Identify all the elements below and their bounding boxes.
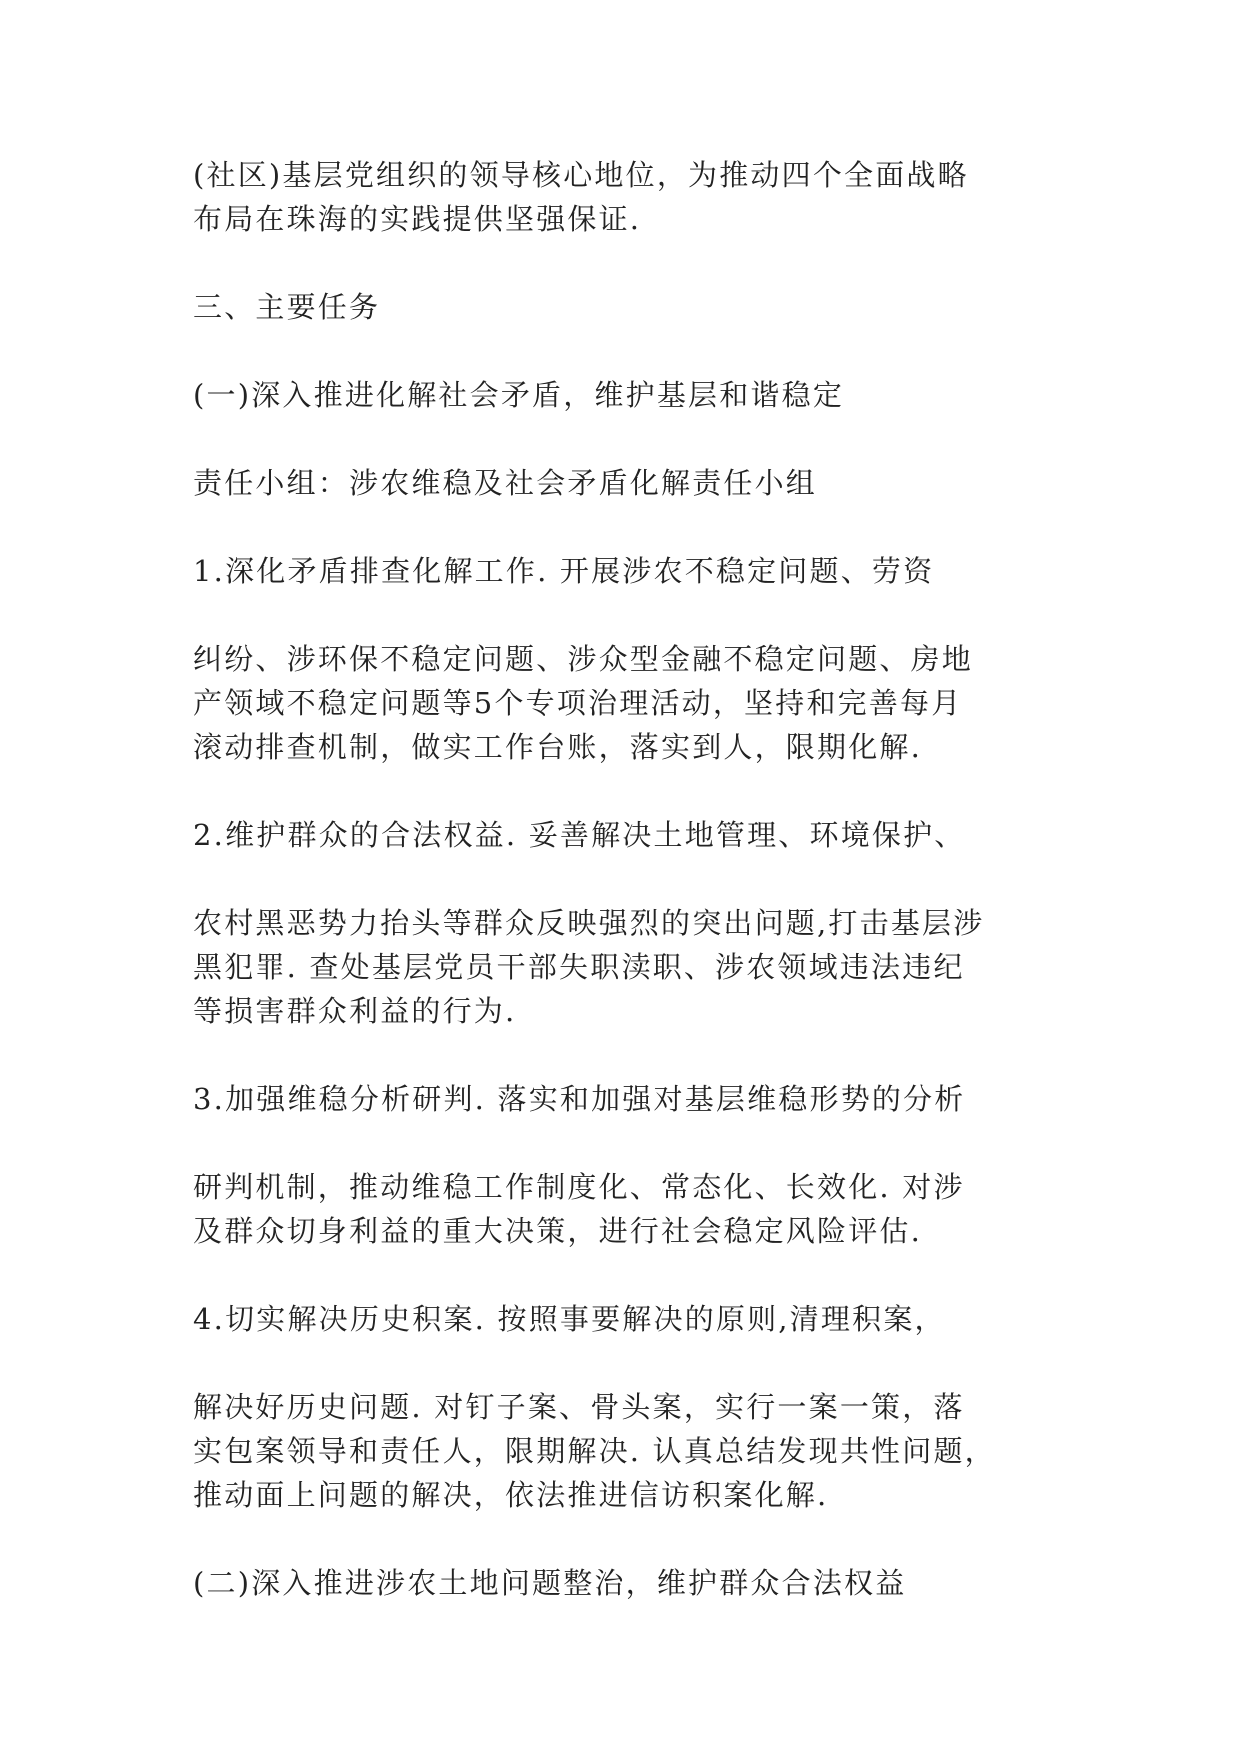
item-2-heading: 2.维护群众的合法权益. 妥善解决土地管理、环境保护、 [193,818,966,852]
item-1-text-1: 纠纷、涉环保不稳定问题、涉众型金融不稳定问题、房地 [193,642,974,676]
item-2-text-2: 黑犯罪. 查处基层党员干部失职渎职、涉农领域违法违纪 [193,950,965,984]
item-1-heading: 1.深化矛盾排查化解工作. 开展涉农不稳定问题、劳资 [193,554,935,588]
item-1-text-3: 滚动排查机制，做实工作台账，落实到人，限期化解. [193,730,923,764]
item-2-text-3: 等损害群众利益的行为. [193,994,517,1028]
section-heading: 三、主要任务 [193,290,381,324]
item-3-text-1: 研判机制，推动维稳工作制度化、常态化、长效化. 对涉 [193,1170,965,1204]
responsible-group-line: 责任小组：涉农维稳及社会矛盾化解责任小组 [193,466,818,500]
item-3-heading: 3.加强维稳分析研判. 落实和加强对基层维稳形势的分析 [193,1082,966,1116]
item-4-text-1: 解决好历史问题. 对钉子案、骨头案，实行一案一策，落 [193,1390,965,1424]
item-2-text-1: 农村黑恶势力抬头等群众反映强烈的突出问题,打击基层涉 [193,906,985,940]
text-line-1: (社区)基层党组织的领导核心地位，为推动四个全面战略 [193,158,969,192]
subsection-heading-1: (一)深入推进化解社会矛盾，维护基层和谐稳定 [193,378,845,412]
item-4-text-2: 实包案领导和责任人，限期解决. 认真总结发现共性问题， [193,1434,996,1468]
item-1-text-2: 产领域不稳定问题等5个专项治理活动，坚持和完善每月 [193,686,963,720]
item-3-text-2: 及群众切身利益的重大决策，进行社会稳定风险评估. [193,1214,923,1248]
item-4-text-3: 推动面上问题的解决，依法推进信访积案化解. [193,1478,829,1512]
subsection-heading-2: (二)深入推进涉农土地问题整治，维护群众合法权益 [193,1566,907,1600]
item-4-heading: 4.切实解决历史积案. 按照事要解决的原则,清理积案， [193,1302,946,1336]
text-line-2: 布局在珠海的实践提供坚强保证. [193,202,642,236]
